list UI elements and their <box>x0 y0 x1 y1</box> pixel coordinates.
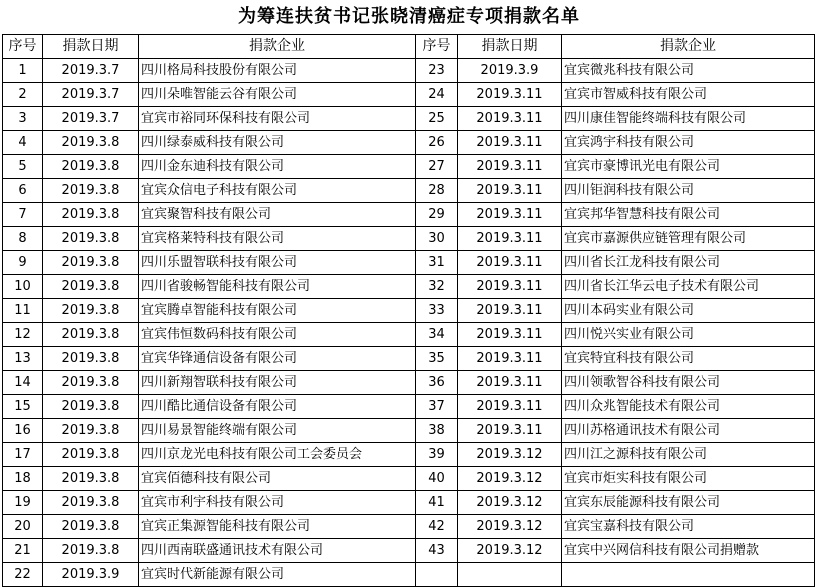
left-company-cell: 宜宾佰德科技有限公司 <box>139 467 416 491</box>
right-company-cell: 宜宾中兴网信科技有限公司捐赠款 <box>562 539 815 563</box>
left-company-cell: 四川易景智能终端有限公司 <box>139 419 416 443</box>
right-seq-cell: 40 <box>416 467 458 491</box>
left-company-cell: 四川酷比通信设备有限公司 <box>139 395 416 419</box>
right-company-cell: 四川钜润科技有限公司 <box>562 179 815 203</box>
right-seq-cell: 39 <box>416 443 458 467</box>
right-company-cell: 四川省长江华云电子技术有限公司 <box>562 275 815 299</box>
table-row <box>3 251 815 275</box>
right-date-cell: 2019.3.11 <box>458 299 562 323</box>
left-company-cell: 四川新翔智联科技有限公司 <box>139 371 416 395</box>
left-company-cell: 四川格局科技股份有限公司 <box>139 59 416 83</box>
right-company-cell: 四川苏格通讯技术有限公司 <box>562 419 815 443</box>
left-company-cell: 四川乐盟智联科技有限公司 <box>139 251 416 275</box>
right-seq-cell: 28 <box>416 179 458 203</box>
table-row <box>3 131 815 155</box>
right-company-cell: 四川江之源科技有限公司 <box>562 443 815 467</box>
table-row <box>3 539 815 563</box>
right-seq-cell: 30 <box>416 227 458 251</box>
right-date-cell: 2019.3.11 <box>458 395 562 419</box>
right-seq-cell: 32 <box>416 275 458 299</box>
left-date-cell: 2019.3.8 <box>43 371 139 395</box>
right-date-cell: 2019.3.12 <box>458 467 562 491</box>
right-seq-cell: 33 <box>416 299 458 323</box>
left-company-cell: 四川金东迪科技有限公司 <box>139 155 416 179</box>
left-seq-cell: 22 <box>3 563 43 587</box>
right-date-cell: 2019.3.12 <box>458 443 562 467</box>
left-company-cell: 宜宾腾卓智能科技有限公司 <box>139 299 416 323</box>
table-row <box>3 419 815 443</box>
left-seq-cell: 5 <box>3 155 43 179</box>
left-seq-cell: 4 <box>3 131 43 155</box>
left-company-cell: 宜宾市裕同环保科技有限公司 <box>139 107 416 131</box>
right-company-cell <box>562 563 815 587</box>
left-seq-cell: 19 <box>3 491 43 515</box>
left-date-cell: 2019.3.7 <box>43 83 139 107</box>
left-date-cell: 2019.3.8 <box>43 491 139 515</box>
left-company-cell: 宜宾聚智科技有限公司 <box>139 203 416 227</box>
table-row <box>3 395 815 419</box>
left-seq-cell: 7 <box>3 203 43 227</box>
left-company-cell: 宜宾伟恒数码科技有限公司 <box>139 323 416 347</box>
right-seq-cell: 37 <box>416 395 458 419</box>
left-company-cell: 四川朵唯智能云谷有限公司 <box>139 83 416 107</box>
left-company-cell: 宜宾华锋通信设备有限公司 <box>139 347 416 371</box>
left-seq-cell: 13 <box>3 347 43 371</box>
left-date-cell: 2019.3.8 <box>43 395 139 419</box>
right-seq-cell: 41 <box>416 491 458 515</box>
right-date-cell: 2019.3.11 <box>458 227 562 251</box>
table-row <box>3 491 815 515</box>
table-row <box>3 323 815 347</box>
header-seq-right: 序号 <box>416 35 458 59</box>
right-seq-cell: 38 <box>416 419 458 443</box>
left-date-cell: 2019.3.8 <box>43 179 139 203</box>
right-seq-cell: 35 <box>416 347 458 371</box>
left-seq-cell: 6 <box>3 179 43 203</box>
right-company-cell: 宜宾宝嘉科技有限公司 <box>562 515 815 539</box>
left-seq-cell: 8 <box>3 227 43 251</box>
left-date-cell: 2019.3.8 <box>43 203 139 227</box>
left-date-cell: 2019.3.8 <box>43 299 139 323</box>
left-company-cell: 宜宾时代新能源有限公司 <box>139 563 416 587</box>
right-seq-cell: 27 <box>416 155 458 179</box>
right-date-cell: 2019.3.11 <box>458 131 562 155</box>
page-title: 为筹连扶贫书记张晓清癌症专项捐款名单 <box>238 6 580 27</box>
left-seq-cell: 18 <box>3 467 43 491</box>
right-seq-cell: 42 <box>416 515 458 539</box>
right-date-cell: 2019.3.11 <box>458 347 562 371</box>
table-row <box>3 59 815 83</box>
right-seq-cell: 23 <box>416 59 458 83</box>
left-company-cell: 四川绿泰威科技有限公司 <box>139 131 416 155</box>
right-company-cell: 宜宾市豪博讯光电有限公司 <box>562 155 815 179</box>
right-company-cell: 四川本码实业有限公司 <box>562 299 815 323</box>
left-seq-cell: 20 <box>3 515 43 539</box>
right-date-cell: 2019.3.11 <box>458 419 562 443</box>
header-company-left: 捐款企业 <box>139 35 416 59</box>
left-seq-cell: 11 <box>3 299 43 323</box>
table-row <box>3 275 815 299</box>
left-date-cell: 2019.3.8 <box>43 251 139 275</box>
header-date-right: 捐款日期 <box>458 35 562 59</box>
header-seq-left: 序号 <box>3 35 43 59</box>
left-company-cell: 宜宾格莱特科技有限公司 <box>139 227 416 251</box>
table-row <box>3 347 815 371</box>
table-row <box>3 443 815 467</box>
table-row <box>3 467 815 491</box>
right-seq-cell: 34 <box>416 323 458 347</box>
left-seq-cell: 3 <box>3 107 43 131</box>
right-company-cell: 四川众兆智能技术有限公司 <box>562 395 815 419</box>
left-company-cell: 宜宾正集源智能科技有限公司 <box>139 515 416 539</box>
right-company-cell: 四川悦兴实业有限公司 <box>562 323 815 347</box>
left-seq-cell: 2 <box>3 83 43 107</box>
left-company-cell: 四川西南联盛通讯技术有限公司 <box>139 539 416 563</box>
left-date-cell: 2019.3.7 <box>43 59 139 83</box>
left-seq-cell: 15 <box>3 395 43 419</box>
left-date-cell: 2019.3.8 <box>43 515 139 539</box>
right-company-cell: 宜宾微兆科技有限公司 <box>562 59 815 83</box>
left-seq-cell: 12 <box>3 323 43 347</box>
right-date-cell: 2019.3.11 <box>458 155 562 179</box>
right-company-cell: 四川康佳智能终端科技有限公司 <box>562 107 815 131</box>
left-date-cell: 2019.3.8 <box>43 539 139 563</box>
left-date-cell: 2019.3.8 <box>43 155 139 179</box>
right-seq-cell: 25 <box>416 107 458 131</box>
left-date-cell: 2019.3.8 <box>43 131 139 155</box>
left-company-cell: 四川省骏畅智能科技有限公司 <box>139 275 416 299</box>
left-date-cell: 2019.3.8 <box>43 419 139 443</box>
left-date-cell: 2019.3.7 <box>43 107 139 131</box>
right-date-cell <box>458 563 562 587</box>
header-company-right: 捐款企业 <box>562 35 815 59</box>
right-date-cell: 2019.3.11 <box>458 275 562 299</box>
header-date-left: 捐款日期 <box>43 35 139 59</box>
left-date-cell: 2019.3.8 <box>43 227 139 251</box>
table-body <box>3 59 815 587</box>
right-company-cell: 宜宾邦华智慧科技有限公司 <box>562 203 815 227</box>
left-seq-cell: 9 <box>3 251 43 275</box>
left-company-cell: 四川京龙光电科技有限公司工会委员会 <box>139 443 416 467</box>
right-company-cell: 宜宾东辰能源科技有限公司 <box>562 491 815 515</box>
left-seq-cell: 21 <box>3 539 43 563</box>
left-seq-cell: 16 <box>3 419 43 443</box>
left-date-cell: 2019.3.8 <box>43 323 139 347</box>
table-row <box>3 563 815 587</box>
right-seq-cell: 43 <box>416 539 458 563</box>
left-date-cell: 2019.3.8 <box>43 347 139 371</box>
left-company-cell: 宜宾众信电子科技有限公司 <box>139 179 416 203</box>
right-date-cell: 2019.3.11 <box>458 251 562 275</box>
header-row <box>3 35 815 59</box>
right-seq-cell: 26 <box>416 131 458 155</box>
right-seq-cell: 36 <box>416 371 458 395</box>
left-date-cell: 2019.3.8 <box>43 443 139 467</box>
table-row <box>3 107 815 131</box>
right-date-cell: 2019.3.11 <box>458 203 562 227</box>
right-seq-cell: 31 <box>416 251 458 275</box>
left-seq-cell: 1 <box>3 59 43 83</box>
left-seq-cell: 17 <box>3 443 43 467</box>
table-row <box>3 179 815 203</box>
left-company-cell: 宜宾市利宇科技有限公司 <box>139 491 416 515</box>
table-row <box>3 227 815 251</box>
right-company-cell: 宜宾市炬实科技有限公司 <box>562 467 815 491</box>
table-row <box>3 83 815 107</box>
donation-table <box>2 34 815 587</box>
right-company-cell: 宜宾市嘉源供应链管理有限公司 <box>562 227 815 251</box>
left-date-cell: 2019.3.8 <box>43 275 139 299</box>
table-row <box>3 299 815 323</box>
right-date-cell: 2019.3.12 <box>458 491 562 515</box>
table-row <box>3 155 815 179</box>
right-date-cell: 2019.3.11 <box>458 83 562 107</box>
right-company-cell: 宜宾市智威科技有限公司 <box>562 83 815 107</box>
right-company-cell: 四川领歌智谷科技有限公司 <box>562 371 815 395</box>
right-company-cell: 四川省长江龙科技有限公司 <box>562 251 815 275</box>
right-date-cell: 2019.3.11 <box>458 323 562 347</box>
right-date-cell: 2019.3.12 <box>458 539 562 563</box>
left-date-cell: 2019.3.9 <box>43 563 139 587</box>
right-seq-cell: 29 <box>416 203 458 227</box>
right-company-cell: 宜宾鸿宇科技有限公司 <box>562 131 815 155</box>
right-date-cell: 2019.3.11 <box>458 107 562 131</box>
left-seq-cell: 14 <box>3 371 43 395</box>
right-date-cell: 2019.3.9 <box>458 59 562 83</box>
left-date-cell: 2019.3.8 <box>43 467 139 491</box>
right-seq-cell <box>416 563 458 587</box>
right-date-cell: 2019.3.12 <box>458 515 562 539</box>
table-row <box>3 203 815 227</box>
right-date-cell: 2019.3.11 <box>458 179 562 203</box>
left-seq-cell: 10 <box>3 275 43 299</box>
right-company-cell: 宜宾特宜科技有限公司 <box>562 347 815 371</box>
right-seq-cell: 24 <box>416 83 458 107</box>
table-row <box>3 371 815 395</box>
table-row <box>3 515 815 539</box>
right-date-cell: 2019.3.11 <box>458 371 562 395</box>
